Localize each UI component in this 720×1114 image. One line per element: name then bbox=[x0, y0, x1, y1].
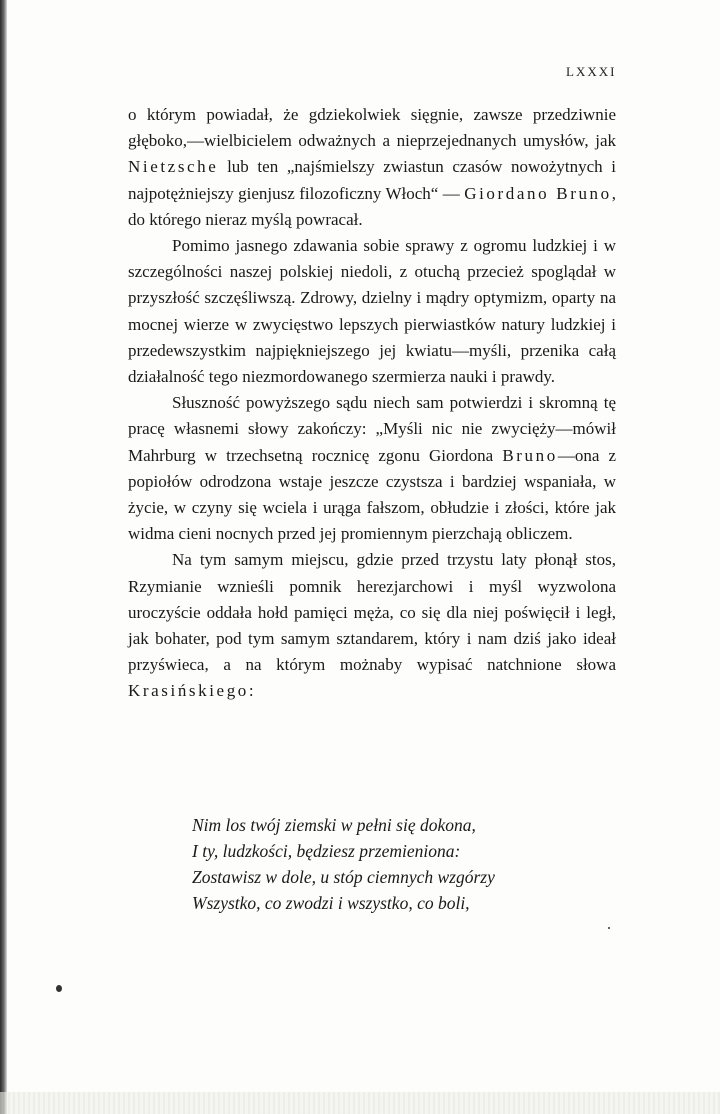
ink-speck bbox=[608, 927, 610, 929]
text-run: : bbox=[248, 681, 254, 701]
verse-line: Wszystko, co zwodzi i wszystko, co boli, bbox=[192, 893, 470, 913]
text-run: Słuszność powyższego sądu niech sam potwierdzi i skromną tę pracę własnemi słowy zakończy: „Myśli nic nie zwycięży—mówił Mahrburg w trzechsetną rocznicę zgonu Giordona bbox=[128, 393, 616, 465]
scan-bottom-edge bbox=[0, 1092, 720, 1114]
verse-line: I ty, ludzkości, będziesz przemieniona: bbox=[192, 841, 461, 861]
verse-line: Nim los twój ziemski w pełni się dokona, bbox=[192, 815, 476, 835]
page-binding-edge bbox=[0, 0, 7, 1114]
paragraph bbox=[128, 102, 616, 233]
text-run: o którym powiadał, że gdziekolwiek sięgnie, zawsze przedziwnie głęboko,—wielbicielem odważnych a nieprzejednanych umysłów, jak bbox=[128, 105, 616, 151]
text-run: Na tym samym miejscu, gdzie przed trzystu laty płonął stos, Rzymianie wznieśli pomnik herezjarchowi i myśl wyzwolona uroczyście oddała hołd pamięci męża, co się dla niej poświęcił i legł, jak bohater, pod tym samym sztandarem, który i nam dziś jako ideał przyświeca, a na którym możnaby wypisać natchnione słowa bbox=[128, 550, 616, 675]
text-run: Pomimo jasnego zdawania sobie sprawy z ogromu ludzkiej i w szczególności naszej polskiej niedoli, z otuchą przecież spoglądał w przyszłość szczęśliwszą. Zdrowy, dzielny i mądry optymizm, oparty na mocnej wierze w zwycięstwo lepszych pierwiastków natury ludzkiej i przedewszystkim najpiękniejszego jej kwiatu—myśli, przenika całą działalność tego niezmordowanego szermierza nauki i prawdy. bbox=[128, 236, 616, 387]
verse-quote bbox=[192, 812, 592, 916]
spaced-name: Nietzsche bbox=[128, 157, 219, 177]
text-run: —ona z popiołów odrodzona wstaje jeszcze czystsza i bardziej wspaniała, w życie, w czyny się wciela i urąga fałszom, obłudzie i złości, które jak widma cieni nocnych przed jej promiennym pierzchają obliczem. bbox=[128, 445, 616, 544]
spaced-name: Krasińskiego bbox=[128, 681, 249, 701]
text-run: , do którego nieraz myślą powracał. bbox=[128, 183, 617, 229]
paragraph bbox=[128, 233, 616, 390]
ink-speck bbox=[56, 985, 62, 992]
paragraph bbox=[128, 390, 616, 547]
page-number: LXXXI bbox=[566, 64, 617, 79]
spaced-name: Bruno bbox=[502, 445, 558, 465]
body-text bbox=[128, 102, 616, 705]
paragraph bbox=[128, 547, 616, 704]
text-run: lub ten „najśmielszy zwiastun czasów nowożytnych i najpotężniejszy gienjusz filozoficzny Włoch“ — bbox=[128, 157, 616, 203]
spaced-name: Giordano Bruno bbox=[464, 183, 612, 203]
verse-line: Zostawisz w dole, u stóp ciemnych wzgórzy bbox=[192, 867, 495, 887]
